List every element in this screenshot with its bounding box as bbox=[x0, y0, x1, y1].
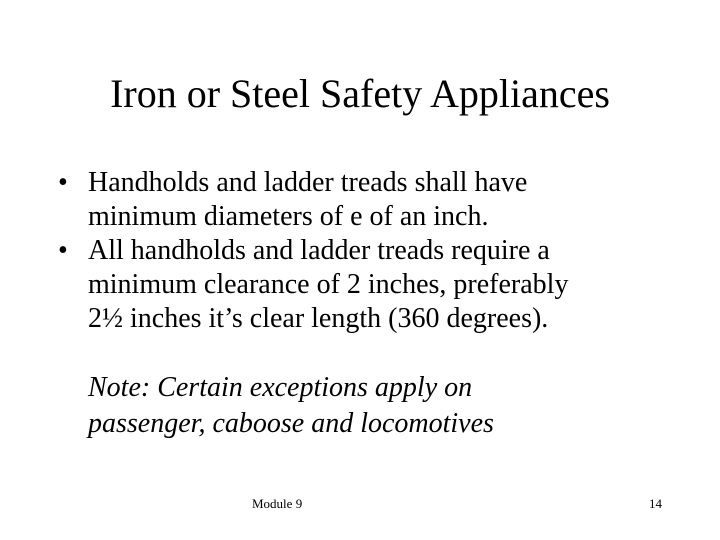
bullet-dot: • bbox=[58, 235, 68, 266]
bullet-list bbox=[58, 166, 678, 336]
bullet-text-line: Handholds and ladder treads shall have bbox=[88, 167, 528, 198]
bullet-item bbox=[58, 234, 678, 336]
slide-title: Iron or Steel Safety Appliances bbox=[110, 71, 610, 116]
footer-page-number: 14 bbox=[649, 496, 662, 511]
bullet-text-line: minimum diameters of e of an inch. bbox=[88, 201, 489, 232]
note-line: Note: Certain exceptions apply on bbox=[88, 372, 473, 403]
bullet-text-line: All handholds and ladder treads require a bbox=[88, 235, 550, 266]
footer-module-label: Module 9 bbox=[252, 496, 303, 511]
note-line: passenger, caboose and locomotives bbox=[88, 408, 494, 439]
bullet-text-line: minimum clearance of 2 inches, preferably bbox=[88, 269, 569, 300]
bullet-item bbox=[58, 166, 678, 234]
bullet-dot: • bbox=[58, 167, 68, 198]
bullet-text-line: 2½ inches it’s clear length (360 degrees). bbox=[88, 303, 549, 334]
note-text bbox=[88, 370, 688, 442]
